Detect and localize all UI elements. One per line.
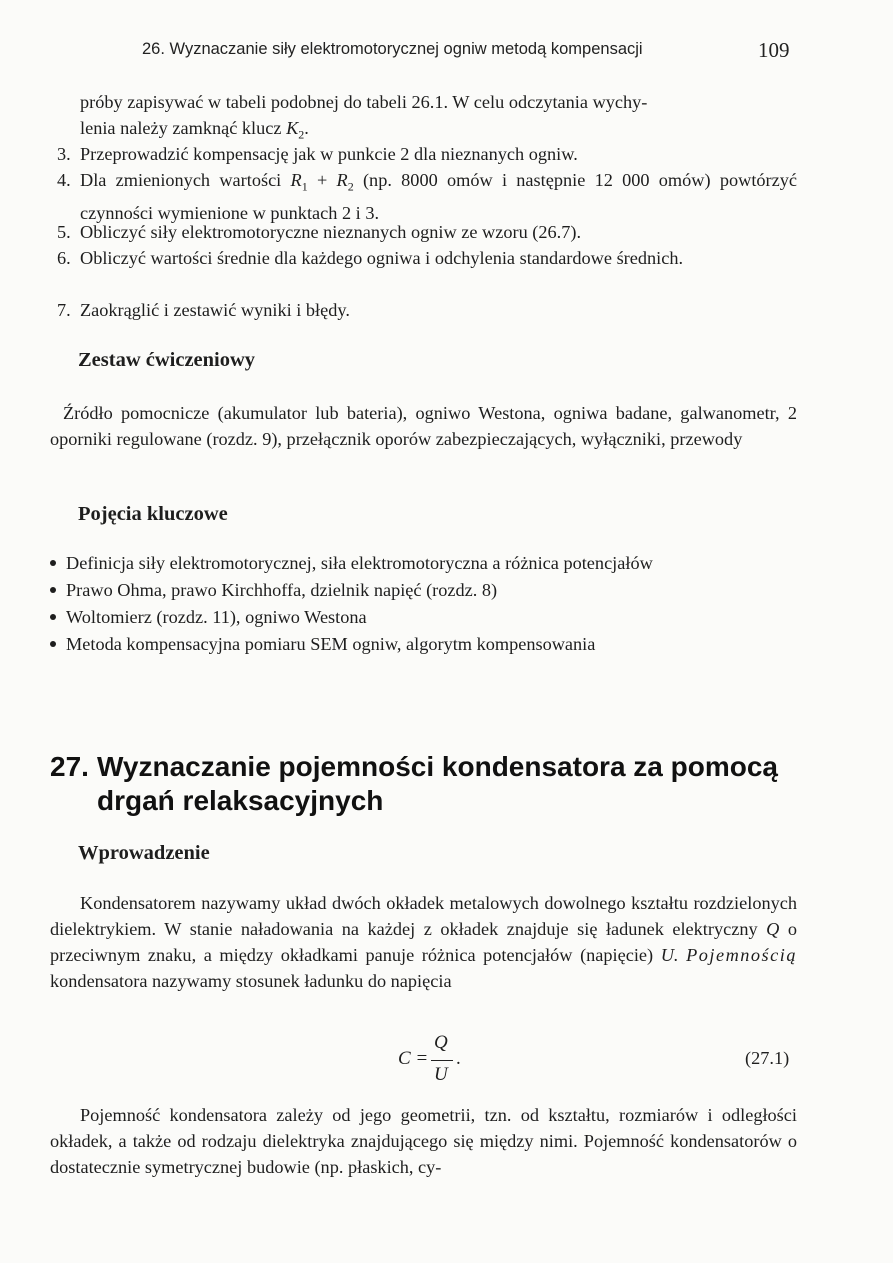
list-item: Definicja siły elektromotorycznej, siła elektromotoryczna a różnica potencjałów bbox=[50, 550, 810, 577]
subscript-2: 2 bbox=[347, 179, 354, 194]
continuation-period: . bbox=[304, 118, 309, 138]
variable-u: U. bbox=[660, 945, 679, 965]
section-heading-pojecia: Pojęcia kluczowe bbox=[78, 503, 228, 525]
formula-lhs: C = bbox=[398, 1048, 429, 1069]
formula-period: . bbox=[456, 1048, 461, 1069]
formula-capacitance bbox=[398, 1032, 478, 1096]
intro-space bbox=[679, 945, 687, 965]
formula-numerator: Q bbox=[434, 1032, 448, 1053]
step-item bbox=[57, 141, 797, 167]
step-text: Przeprowadzić kompensację jak w punkcie 2 dla nieznanych ogniw. bbox=[80, 144, 578, 164]
step-text: Obliczyć wartości średnie dla każdego ogniwa i odchylenia standardowe średnich. bbox=[80, 248, 684, 268]
chapter-number: 27. bbox=[50, 751, 89, 782]
continuation-paragraph bbox=[80, 89, 797, 148]
section-heading-wprowadzenie: Wprowadzenie bbox=[78, 842, 210, 864]
subscript-1: 1 bbox=[301, 179, 308, 194]
step-text: Obliczyć siły elektromotoryczne nieznanych ogniw ze wzoru (26.7). bbox=[80, 222, 582, 242]
variable-k: K bbox=[286, 118, 299, 138]
subscript-2: 2 bbox=[298, 127, 305, 142]
step-number: 6. bbox=[57, 248, 71, 268]
key-concepts-list bbox=[50, 550, 810, 658]
variable-q: Q bbox=[766, 919, 780, 939]
step-text bbox=[80, 167, 797, 226]
term-pojemnosc: Pojemnością bbox=[686, 945, 798, 965]
step-text-part: Dla zmienionych wartości bbox=[80, 170, 291, 190]
intro-text-part: o przeciwnym znaku, a między okładkami panuje różnica potencjałów (napięcie) bbox=[50, 919, 797, 965]
formula-denominator: U bbox=[434, 1064, 448, 1085]
list-item: Prawo Ohma, prawo Kirchhoffa, dzielnik napięć (rozdz. 8) bbox=[50, 577, 810, 604]
list-item: Woltomierz (rozdz. 11), ogniwo Westona bbox=[50, 604, 810, 631]
plus-sign: + bbox=[307, 170, 337, 190]
section-heading-zestaw: Zestaw ćwiczeniowy bbox=[78, 349, 256, 371]
capacitance-paragraph: Pojemność kondensatora zależy od jego geometrii, tzn. od kształtu, rozmiarów i odległości okładek, a także od rodzaju dielektryka znajdującego się między nimi. Pojemność kondensatorów o dostatecznie symetrycznej budowie (np. płaskich, cy- bbox=[50, 1105, 797, 1177]
step-item bbox=[57, 167, 797, 226]
intro-text-part: kondensatora nazywamy stosunek ładunku do napięcia bbox=[50, 971, 452, 991]
chapter-title bbox=[50, 750, 830, 818]
intro-text-part: Kondensatorem nazywamy układ dwóch okładek metalowych dowolnego kształtu rozdzielonych dielektrykiem. W stanie naładowania na każdej z okładek znajduje się ładunek elektryczny bbox=[50, 893, 797, 939]
step-text: Zaokrąglić i zestawić wyniki i błędy. bbox=[80, 300, 350, 320]
step-item bbox=[57, 245, 797, 271]
variable-r2: R bbox=[336, 170, 348, 190]
step-number: 5. bbox=[57, 222, 71, 242]
step-item bbox=[57, 219, 797, 245]
variable-r1: R bbox=[290, 170, 302, 190]
list-item: Metoda kompensacyjna pomiaru SEM ogniw, algorytm kompensowania bbox=[50, 631, 810, 658]
continuation-line-2: lenia należy zamknąć klucz bbox=[80, 118, 287, 138]
step-number: 3. bbox=[57, 144, 71, 164]
step-number: 4. bbox=[57, 170, 71, 190]
equation-number: (27.1) bbox=[745, 1048, 790, 1068]
intro-paragraph bbox=[50, 890, 797, 994]
chapter-title-text: Wyznaczanie pojemności kondensatora za pomocą drgań relaksacyjnych bbox=[97, 751, 778, 816]
step-number: 7. bbox=[57, 300, 71, 320]
continuation-line-1: próby zapisywać w tabeli podobnej do tabeli 26.1. W celu odczytania wychy- bbox=[80, 92, 648, 112]
step-text-part: (np. 8000 omów i następnie 12 000 omów) powtórzyć czynności wymienione w punktach 2 i 3. bbox=[80, 170, 797, 223]
fraction-bar bbox=[431, 1060, 453, 1061]
step-item bbox=[57, 297, 797, 323]
zestaw-paragraph: Źródło pomocnicze (akumulator lub bateria), ogniwo Westona, ogniwa badane, galwanometr, 2 oporniki regulowane (rozdz. 9), przełącznik oporów zabezpieczających, wyłączniki, przewody bbox=[50, 403, 797, 449]
running-head: 26. Wyznaczanie siły elektromotorycznej ogniw metodą kompensacji bbox=[142, 40, 643, 58]
page-number: 109 bbox=[758, 38, 790, 62]
